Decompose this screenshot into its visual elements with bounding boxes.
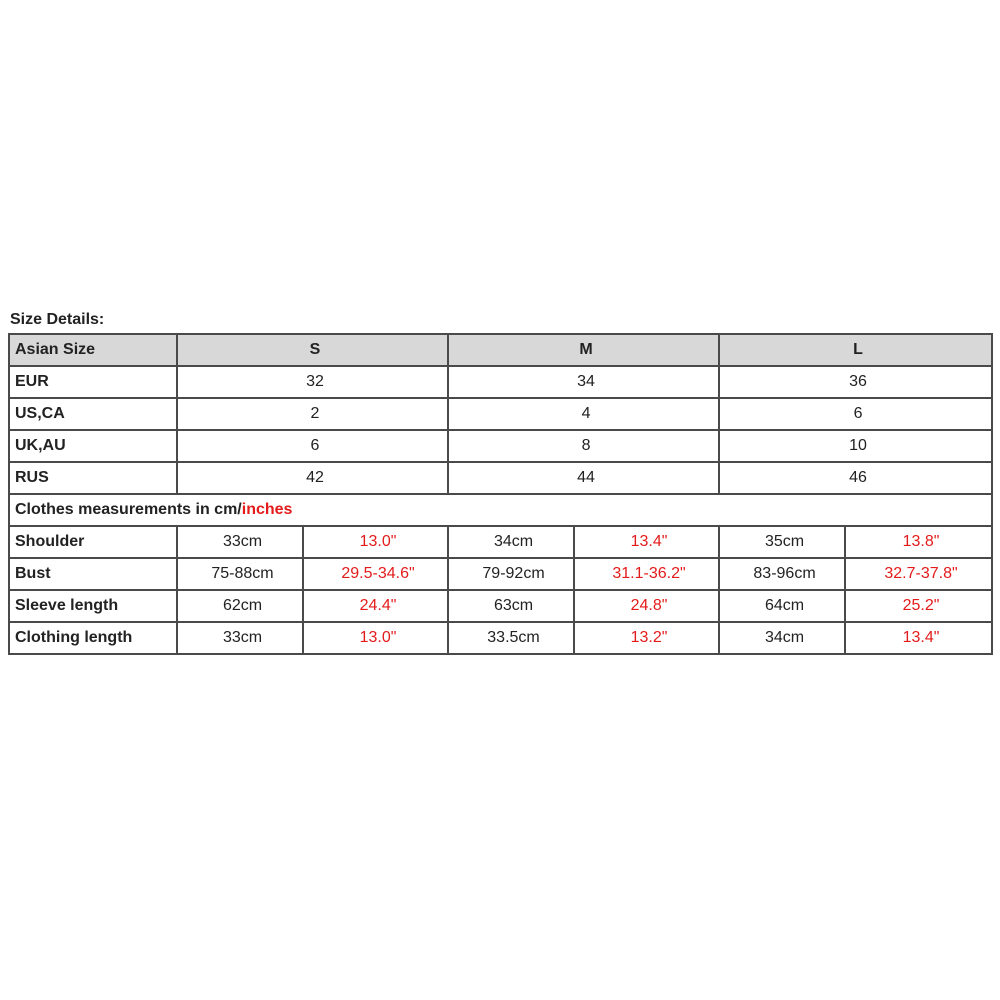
table-row: [9, 430, 992, 462]
table-cell: 2: [177, 398, 448, 430]
table-header-row: [9, 334, 992, 366]
table-cell-inches: 13.2": [574, 622, 719, 654]
table-cell-inches: 32.7-37.8": [845, 558, 992, 590]
table-cell: 62cm: [177, 590, 303, 622]
table-cell-inches: 24.4": [303, 590, 448, 622]
table-row: [9, 398, 992, 430]
table-row: [9, 558, 992, 590]
table-cell-inches: 13.4": [845, 622, 992, 654]
table-row: [9, 622, 992, 654]
table-cell: 34: [448, 366, 719, 398]
table-cell-inches: 25.2": [845, 590, 992, 622]
table-cell-inches: 29.5-34.6": [303, 558, 448, 590]
row-label: EUR: [9, 366, 177, 398]
table-cell-inches: 24.8": [574, 590, 719, 622]
table-cell: 33cm: [177, 622, 303, 654]
row-label: US,CA: [9, 398, 177, 430]
size-header-l: L: [719, 334, 992, 366]
table-cell-inches: 31.1-36.2": [574, 558, 719, 590]
table-cell: 35cm: [719, 526, 845, 558]
size-header-m: M: [448, 334, 719, 366]
table-row: [9, 366, 992, 398]
table-cell: 34cm: [719, 622, 845, 654]
table-cell: 33cm: [177, 526, 303, 558]
measurements-heading: [9, 494, 992, 526]
table-cell: 64cm: [719, 590, 845, 622]
table-cell-inches: 13.0": [303, 526, 448, 558]
size-header-s: S: [177, 334, 448, 366]
asian-size-header: Asian Size: [9, 334, 177, 366]
measurements-heading-prefix: Clothes measurements in cm/: [15, 501, 242, 518]
row-label: Sleeve length: [9, 590, 177, 622]
size-details-title: Size Details:: [10, 311, 105, 328]
table-cell: 33.5cm: [448, 622, 574, 654]
row-label: Bust: [9, 558, 177, 590]
table-cell-inches: 13.0": [303, 622, 448, 654]
table-cell: 36: [719, 366, 992, 398]
measurements-heading-row: [9, 494, 992, 526]
size-table: [8, 333, 993, 655]
row-label: UK,AU: [9, 430, 177, 462]
measurements-heading-inches: inches: [241, 501, 293, 518]
table-cell: 10: [719, 430, 992, 462]
table-cell: 4: [448, 398, 719, 430]
table-cell-inches: 13.8": [845, 526, 992, 558]
table-cell: 6: [719, 398, 992, 430]
table-cell: 44: [448, 462, 719, 494]
row-label: Shoulder: [9, 526, 177, 558]
table-row: [9, 462, 992, 494]
table-cell: 34cm: [448, 526, 574, 558]
table-cell-inches: 13.4": [574, 526, 719, 558]
row-label: Clothing length: [9, 622, 177, 654]
table-cell: 83-96cm: [719, 558, 845, 590]
table-cell: 42: [177, 462, 448, 494]
row-label: RUS: [9, 462, 177, 494]
table-cell: 75-88cm: [177, 558, 303, 590]
table-cell: 79-92cm: [448, 558, 574, 590]
table-row: [9, 590, 992, 622]
table-cell: 46: [719, 462, 992, 494]
table-cell: 8: [448, 430, 719, 462]
table-cell: 6: [177, 430, 448, 462]
table-cell: 32: [177, 366, 448, 398]
table-cell: 63cm: [448, 590, 574, 622]
table-row: [9, 526, 992, 558]
